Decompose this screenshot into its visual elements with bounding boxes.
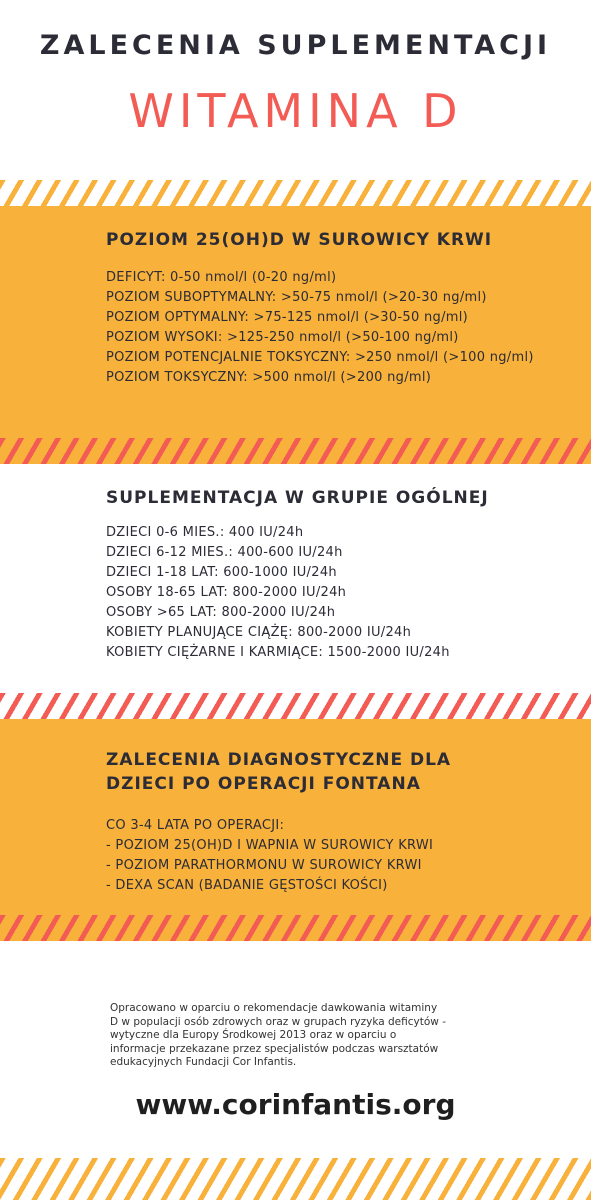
source-note-line: informacje przekazane przez specjalistów podczas warsztatów xyxy=(110,1042,439,1055)
source-note-line: Opracowano w oparciu o rekomendacje dawkowania witaminy xyxy=(110,1002,438,1014)
section-title-diagnostics xyxy=(106,748,451,796)
diagnostics-list xyxy=(106,816,433,896)
stripe-divider xyxy=(0,1158,591,1200)
source-note-line: wytyczne dla Europy Środkowej 2013 oraz w oparciu o xyxy=(110,1029,397,1041)
list-item: DZIECI 0-6 MIES.: 400 IU/24h xyxy=(106,525,304,540)
list-item: POZIOM POTENCJALNIE TOKSYCZNY: >250 nmol/l (>100 ng/ml) xyxy=(106,350,534,365)
list-item: POZIOM OPTYMALNY: >75-125 nmol/l (>30-50 ng/ml) xyxy=(106,310,469,325)
list-item: KOBIETY CIĘŻARNE I KARMIĄCE: 1500-2000 IU/24h xyxy=(106,645,450,660)
serum-level-list xyxy=(106,268,534,388)
list-item: OSOBY >65 LAT: 800-2000 IU/24h xyxy=(106,605,336,620)
list-item: OSOBY 18-65 LAT: 800-2000 IU/24h xyxy=(106,585,347,600)
list-item: - POZIOM 25(OH)D I WAPNIA W SUROWICY KRWI xyxy=(106,838,434,853)
page-title: ZALECENIA SUPLEMENTACJI xyxy=(39,30,552,61)
stripe-divider xyxy=(0,438,591,464)
page-subtitle: WITAMINA D xyxy=(128,84,463,138)
supplementation-list xyxy=(106,523,450,663)
list-item: - DEXA SCAN (BADANIE GĘSTOŚCI KOŚCI) xyxy=(106,878,388,893)
list-item: POZIOM WYSOKI: >125-250 nmol/l (>50-100 ng/ml) xyxy=(106,330,459,345)
list-item: DZIECI 6-12 MIES.: 400-600 IU/24h xyxy=(106,545,343,560)
list-item: KOBIETY PLANUJĄCE CIĄŻĘ: 800-2000 IU/24h xyxy=(106,625,412,640)
source-note xyxy=(110,1002,490,1070)
stripe-divider xyxy=(0,915,591,941)
website-url[interactable]: www.corinfantis.org xyxy=(135,1088,456,1121)
section-title-line: ZALECENIA DIAGNOSTYCZNE DLA xyxy=(106,750,452,770)
list-item: DEFICYT: 0-50 nmol/l (0-20 ng/ml) xyxy=(106,270,337,285)
section-title-general-supplementation: SUPLEMENTACJA W GRUPIE OGÓLNEJ xyxy=(106,488,489,508)
list-item: CO 3-4 LATA PO OPERACJI: xyxy=(106,818,285,833)
list-item: DZIECI 1-18 LAT: 600-1000 IU/24h xyxy=(106,565,337,580)
section-title-serum-level: POZIOM 25(OH)D W SUROWICY KRWI xyxy=(106,230,493,250)
stripe-divider xyxy=(0,693,591,719)
list-item: - POZIOM PARATHORMONU W SUROWICY KRWI xyxy=(106,858,422,873)
list-item: POZIOM TOKSYCZNY: >500 nmol/l (>200 ng/ml) xyxy=(106,370,432,385)
source-note-line: edukacyjnych Fundacji Cor Infantis. xyxy=(110,1056,297,1068)
section-title-line: DZIECI PO OPERACJI FONTANA xyxy=(106,774,421,794)
stripe-divider xyxy=(0,180,591,206)
source-note-line: D w populacji osób zdrowych oraz w grupach ryzyka deficytów - xyxy=(110,1015,446,1028)
list-item: POZIOM SUBOPTYMALNY: >50-75 nmol/l (>20-30 ng/ml) xyxy=(106,290,487,305)
